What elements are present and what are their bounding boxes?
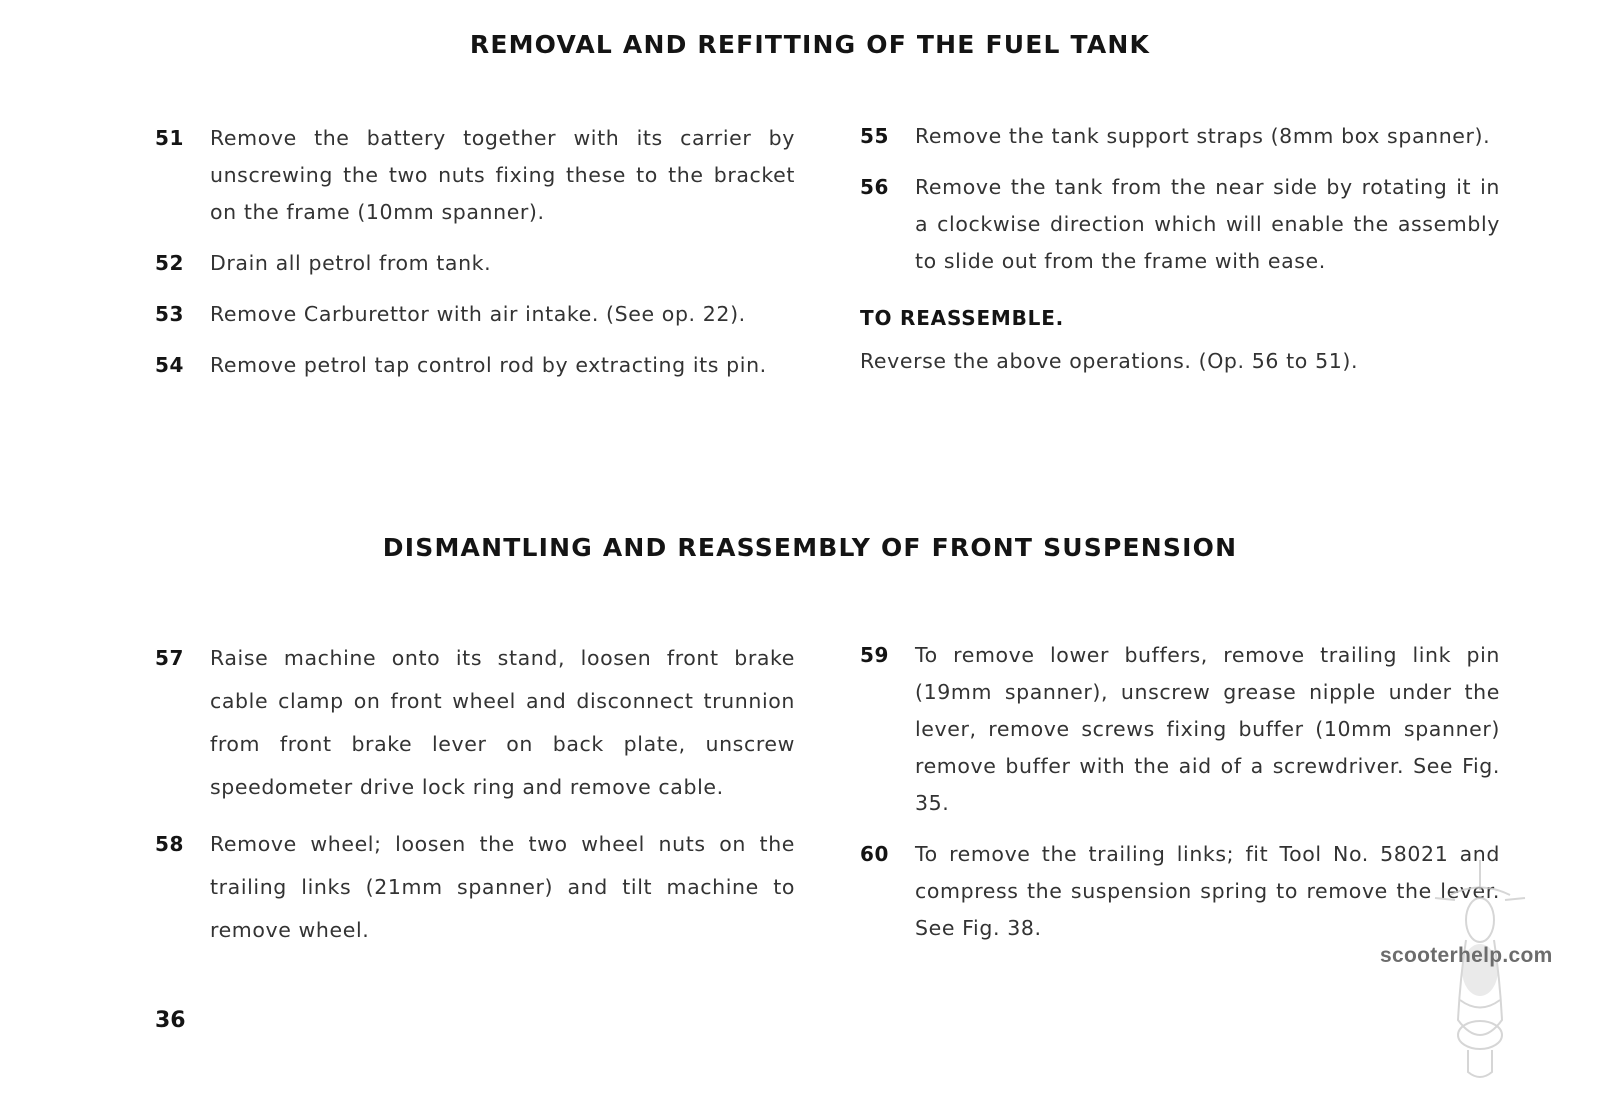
step-text: Remove the tank from the near side by rotating it in a clockwise direction which will enable the assembly to slide out from the frame with ease. xyxy=(915,175,1500,273)
reassemble-instructions: Reverse the above operations. (Op. 56 to 51). xyxy=(860,349,1359,373)
step-59 xyxy=(860,637,1500,822)
step-number: 51 xyxy=(155,126,185,150)
step-56 xyxy=(860,169,1500,280)
fuel-tank-section-title: REMOVAL AND REFITTING OF THE FUEL TANK xyxy=(469,30,1151,59)
step-text: To remove lower buffers, remove trailing link pin (19mm spanner), unscrew grease nipple under the lever, remove screws fixing buffer (10mm spanner) remove buffer with the aid of a screwdriver. See Fig. 35. xyxy=(915,643,1500,815)
step-text: Remove the battery together with its carrier by unscrewing the two nuts fixing these to the bracket on the frame (10mm spanner). xyxy=(210,126,795,224)
front-suspension-steps-left xyxy=(155,637,795,966)
step-number: 58 xyxy=(155,832,185,856)
step-52 xyxy=(155,245,795,282)
step-number: 54 xyxy=(155,353,185,377)
front-suspension-section-title: DISMANTLING AND REASSEMBLY OF FRONT SUSPENSION xyxy=(382,533,1238,562)
step-text: Remove wheel; loosen the two wheel nuts on the trailing links (21mm spanner) and tilt machine to remove wheel. xyxy=(210,832,795,942)
step-55 xyxy=(860,118,1500,155)
step-58 xyxy=(155,823,795,952)
step-text: Remove petrol tap control rod by extracting its pin. xyxy=(210,353,767,377)
step-54 xyxy=(155,347,795,384)
step-number: 53 xyxy=(155,302,185,326)
step-text: Drain all petrol from tank. xyxy=(210,251,492,275)
step-text: Remove Carburettor with air intake. (See op. 22). xyxy=(210,302,746,326)
step-number: 60 xyxy=(860,842,890,866)
page-number: 36 xyxy=(155,1008,186,1033)
step-number: 52 xyxy=(155,251,185,275)
step-text: Raise machine onto its stand, loosen front brake cable clamp on front wheel and disconnect trunnion from front brake lever on back plate, unscrew speedometer drive lock ring and remove cable. xyxy=(210,646,795,799)
step-text: Remove the tank support straps (8mm box spanner). xyxy=(915,124,1491,148)
fuel-tank-steps-right xyxy=(860,118,1500,294)
step-text: To remove the trailing links; fit Tool No. 58021 and compress the suspension spring to remove the lever. See Fig. 38. xyxy=(915,842,1500,940)
scooter-icon xyxy=(1380,850,1580,1090)
step-57 xyxy=(155,637,795,809)
reassemble-heading: TO REASSEMBLE. xyxy=(860,306,1065,330)
fuel-tank-steps-left xyxy=(155,120,795,398)
step-51 xyxy=(155,120,795,231)
step-number: 59 xyxy=(860,643,890,667)
step-number: 55 xyxy=(860,124,890,148)
watermark-text: scooterhelp.com xyxy=(1380,944,1553,967)
step-number: 57 xyxy=(155,646,185,670)
step-number: 56 xyxy=(860,175,890,199)
step-53 xyxy=(155,296,795,333)
